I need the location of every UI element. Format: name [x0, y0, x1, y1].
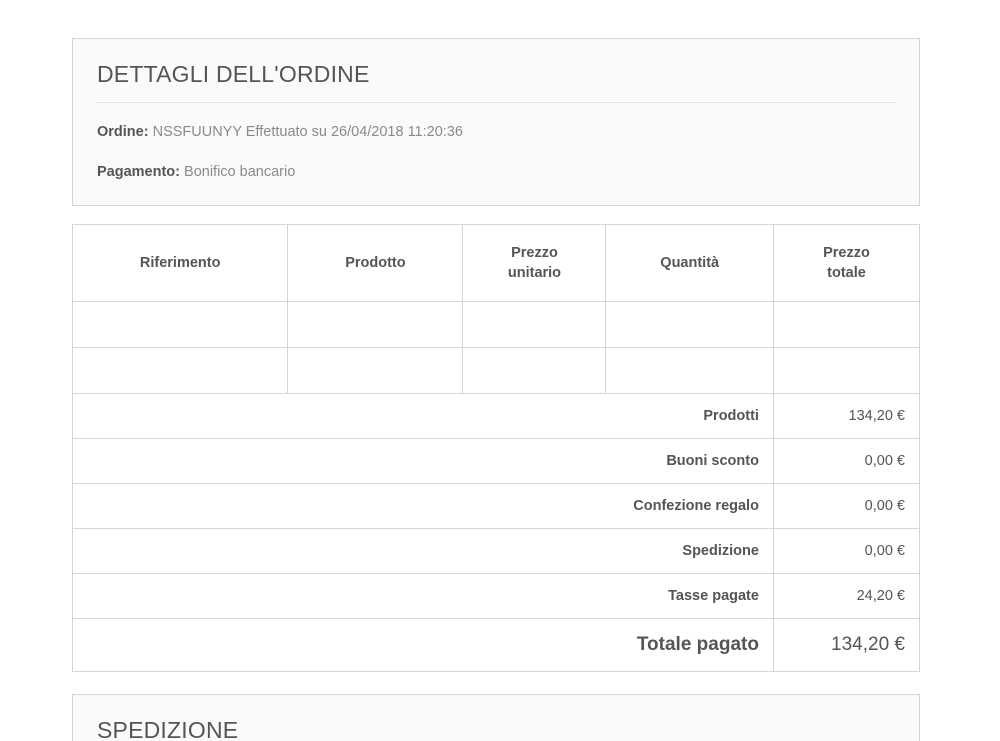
column-header-reference: Riferimento: [73, 225, 288, 302]
totals-row-grand-total: [73, 619, 919, 672]
unit-price-line-2: unitario: [507, 265, 562, 281]
order-details-panel: [72, 38, 920, 206]
column-header-unit-price: [463, 225, 606, 302]
payment-label: Pagamento:: [97, 164, 180, 180]
cell-unit-price: [463, 302, 606, 348]
shipping-panel: [72, 694, 920, 741]
totals-value-taxes: 24,20 €: [773, 574, 919, 619]
totals-row-taxes: [73, 574, 919, 619]
totals-label-products: Prodotti: [73, 394, 773, 439]
payment-method-line: [97, 161, 895, 183]
totals-row-shipping: [73, 529, 919, 574]
column-header-total-price: [773, 225, 919, 302]
cell-reference: [73, 302, 288, 348]
page-title: DETTAGLI DELL'ORDINE: [97, 61, 370, 87]
table-header-row: [73, 225, 919, 302]
cell-reference: [73, 348, 288, 394]
totals-label-grand-total: Totale pagato: [73, 619, 773, 672]
column-header-quantity: Quantità: [606, 225, 774, 302]
totals-value-vouchers: 0,00 €: [773, 439, 919, 484]
unit-price-line-1: Prezzo: [511, 245, 558, 261]
column-header-product: Prodotto: [288, 225, 463, 302]
order-label: Ordine:: [97, 124, 149, 140]
cell-quantity: [606, 302, 774, 348]
order-value: NSSFUUNYY Effettuato su 26/04/2018 11:20:36: [152, 124, 463, 140]
totals-value-shipping: 0,00 €: [773, 529, 919, 574]
totals-value-products: 134,20 €: [773, 394, 919, 439]
total-price-line-1: Prezzo: [823, 245, 870, 261]
cell-unit-price: [463, 348, 606, 394]
page-content: [72, 38, 920, 741]
totals-row-vouchers: [73, 439, 919, 484]
totals-row-products: [73, 394, 919, 439]
totals-value-giftwrap: 0,00 €: [773, 484, 919, 529]
table-body: [73, 302, 919, 672]
totals-row-giftwrap: [73, 484, 919, 529]
order-products-table-wrapper: [72, 224, 920, 672]
cell-total-price: [773, 348, 919, 394]
cell-product: [288, 348, 463, 394]
totals-label-giftwrap: Confezione regalo: [73, 484, 773, 529]
shipping-title: SPEDIZIONE: [97, 717, 239, 741]
total-price-line-2: totale: [827, 265, 866, 281]
title-divider: [97, 102, 895, 103]
totals-label-vouchers: Buoni sconto: [73, 439, 773, 484]
cell-quantity: [606, 348, 774, 394]
table-row: [73, 348, 919, 394]
totals-value-grand-total: 134,20 €: [831, 634, 905, 655]
order-reference-line: [97, 121, 895, 143]
payment-value: Bonifico bancario: [184, 164, 296, 180]
totals-label-shipping: Spedizione: [73, 529, 773, 574]
order-products-table: [73, 225, 919, 671]
table-header: [73, 225, 919, 302]
cell-product: [288, 302, 463, 348]
cell-total-price: [773, 302, 919, 348]
table-row: [73, 302, 919, 348]
totals-label-taxes: Tasse pagate: [73, 574, 773, 619]
